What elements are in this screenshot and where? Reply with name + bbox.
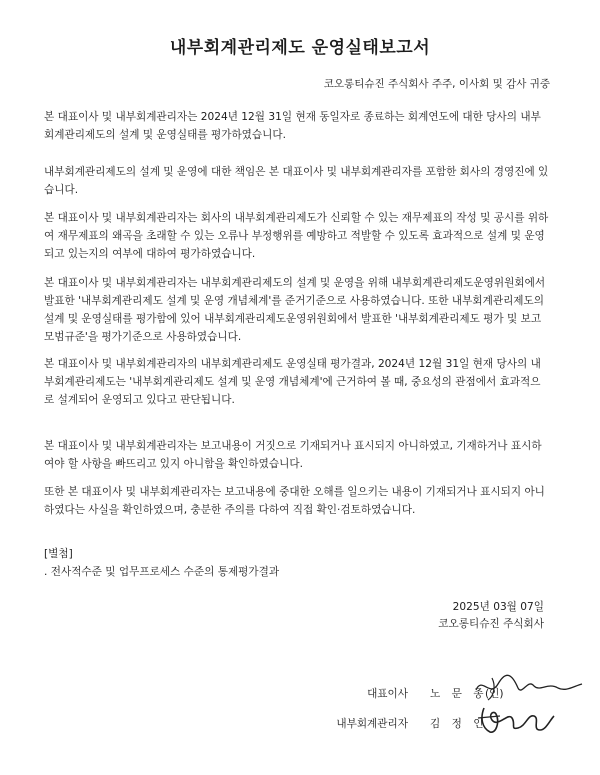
- report-date: 2025년 03월 07일: [452, 601, 544, 613]
- ceo-name: 노 문 종: [430, 688, 488, 700]
- paragraph-7: 또한 본 대표이사 및 내부회계관리자는 보고내용에 중대한 오해를 일으키는 내용이 기재되거나 표시되지 아니하였다는 사실을 확인하였으며, 충분한 주의를 다하여 직접 확인·검토하였습니다.: [44, 486, 545, 516]
- company-name: 코오롱티슈진 주식회사: [438, 618, 544, 630]
- attachment-label: [별첨]: [44, 548, 73, 560]
- attachment-item: . 전사적수준 및 업무프로세스 수준의 통제평가결과: [44, 566, 280, 578]
- paragraph-3: 본 대표이사 및 내부회계관리자는 회사의 내부회계관리제도가 신뢰할 수 있는 재무제표의 작성 및 공시를 위하여 재무제표의 왜곡을 초래할 수 있는 오류나 부정행위를 예방하고 적발할 수 있도록 효과적으로 설계 및 운영되고 있는지의 여부에 대하여 평가하였습니다.: [44, 212, 549, 260]
- manager-name: 김 정 인: [430, 718, 488, 730]
- paragraph-6: 본 대표이사 및 내부회계관리자는 보고내용이 거짓으로 기재되거나 표시되지 아니하였고, 기재하거나 표시하여야 할 사항을 빠뜨리고 있지 아니함을 확인하였습니다.: [44, 440, 542, 470]
- paragraph-2: 내부회계관리제도의 설계 및 운영에 대한 책임은 본 대표이사 및 내부회계관리자를 포함한 회사의 경영진에 있습니다.: [44, 166, 549, 196]
- paragraph-4: 본 대표이사 및 내부회계관리자는 내부회계관리제도의 설계 및 운영을 위해 내부회계관리제도운영위원회에서 발표한 '내부회계관리제도 설계 및 운영 개념체계'를 준거기준으로 사용하였습니다. 또한 내부회계관리제도의 설계 및 운영실태를 평가함에 있어 내부회계관리제도운영위원회에서 발표한 '내부회계관리제도 평가 및 보고 모범규준'을 평가기준으로 사용하였습니다.: [44, 277, 546, 343]
- ceo-seal-mark: (인): [485, 688, 504, 700]
- report-title: 내부회계관리제도 운영실태보고서: [169, 38, 431, 58]
- ceo-role-label: 대표이사: [367, 688, 408, 700]
- manager-handwritten-signature: [470, 700, 560, 740]
- addressee: 코오롱티슈진 주식회사 주주, 이사회 및 감사 귀중: [323, 78, 550, 90]
- paragraph-1: 본 대표이사 및 내부회계관리자는 2024년 12월 31일 현재 동일자로 종료하는 회계연도에 대한 당사의 내부회계관리제도의 설계 및 운영실태를 평가하였습니다.: [44, 111, 541, 141]
- paragraph-5: 본 대표이사 및 내부회계관리자의 내부회계관리제도 운영실태 평가결과, 2024년 12월 31일 현재 당사의 내부회계관리제도는 '내부회계관리제도 설계 및 운영 개념체계'에 근거하여 볼 때, 중요성의 관점에서 효과적으로 설계되어 운영되고 있다고 판단됩니다.: [44, 358, 541, 406]
- manager-role-label: 내부회계관리자: [336, 718, 408, 730]
